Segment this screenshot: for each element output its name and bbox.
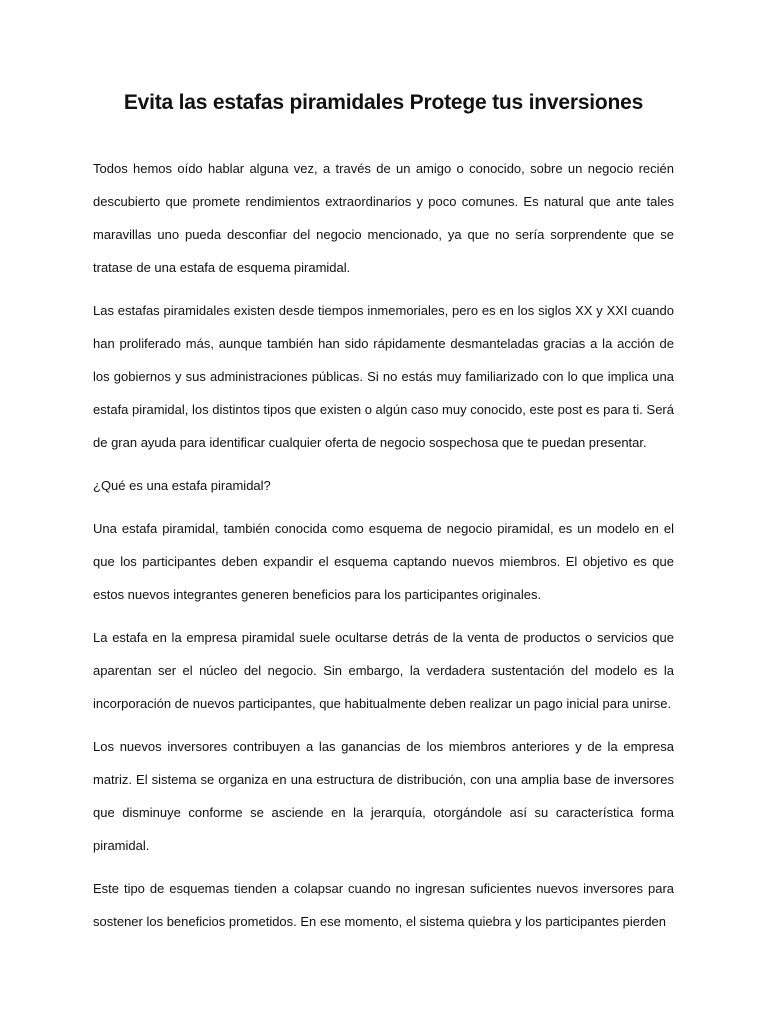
- paragraph-definition: Una estafa piramidal, también conocida como esquema de negocio piramidal, es un modelo en el que los participantes deben expandir el esquema captando nuevos miembros. El objetivo es que estos nuevos integrantes generen beneficios para los participantes originales.: [93, 521, 674, 602]
- document-title: Evita las estafas piramidales Protege tus inversiones: [123, 91, 644, 114]
- paragraph-intro: Todos hemos oído hablar alguna vez, a través de un amigo o conocido, sobre un negocio recién descubierto que promete rendimientos extraordinarios y poco comunes. Es natural que ante tales maravillas uno pueda desconfiar del negocio mencionado, ya que no sería sorprendente que se tratase de una estafa de esquema piramidal.: [93, 161, 674, 275]
- paragraph-history: Las estafas piramidales existen desde tiempos inmemoriales, pero es en los siglos XX y XXI cuando han proliferado más, aunque también han sido rápidamente desmanteladas gracias a la acción de los gobiernos y sus administraciones públicas. Si no estás muy familiarizado con lo que implica una estafa piramidal, los distintos tipos que existen o algún caso muy conocido, este post es para ti. Será de gran ayuda para identificar cualquier oferta de negocio sospechosa que te puedan presentar.: [93, 303, 674, 450]
- paragraph-concealment: La estafa en la empresa piramidal suele ocultarse detrás de la venta de productos o servicios que aparentan ser el núcleo del negocio. Sin embargo, la verdadera sustentación del modelo es la incorporación de nuevos participantes, que habitualmente deben realizar un pago inicial para unirse.: [93, 630, 674, 711]
- section-heading: ¿Qué es una estafa piramidal?: [93, 478, 271, 493]
- paragraph-collapse: Este tipo de esquemas tienden a colapsar cuando no ingresan suficientes nuevos inversores para sostener los beneficios prometidos. En ese momento, el sistema quiebra y los participantes pierden: [93, 881, 674, 929]
- paragraph-structure: Los nuevos inversores contribuyen a las ganancias de los miembros anteriores y de la empresa matriz. El sistema se organiza en una estructura de distribución, con una amplia base de inversores que disminuye conforme se asciende en la jerarquía, otorgándole así su característica forma piramidal.: [93, 739, 674, 853]
